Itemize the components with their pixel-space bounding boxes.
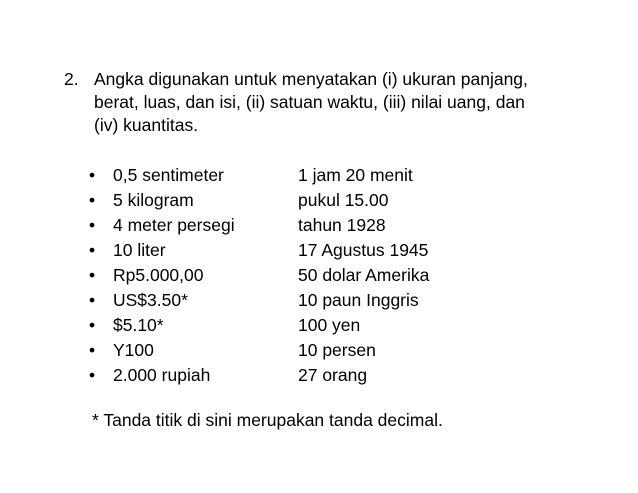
example-left: US$3.50* (113, 290, 188, 310)
list-item (89, 188, 509, 213)
example-right: 100 yen (298, 315, 361, 335)
list-item (89, 213, 509, 238)
bullet-icon: • (89, 190, 96, 210)
example-left: 2.000 rupiah (113, 365, 211, 385)
bullet-icon: • (89, 290, 96, 310)
example-left: 0,5 sentimeter (113, 165, 224, 185)
point-line: (iv) kuantitas. (94, 115, 199, 135)
list-item (89, 263, 509, 288)
bullet-icon: • (89, 215, 96, 235)
bullet-icon: • (89, 265, 96, 285)
example-right: 10 paun Inggris (298, 290, 419, 310)
example-right: tahun 1928 (298, 215, 386, 235)
example-left: 4 meter persegi (113, 215, 235, 235)
footnote: * Tanda titik di sini merupakan tanda decimal. (92, 410, 443, 430)
example-right: pukul 15.00 (298, 190, 389, 210)
point-line: berat, luas, dan isi, (ii) satuan waktu, (iii) nilai uang, dan (94, 92, 525, 112)
bullet-icon: • (89, 365, 96, 385)
list-item (89, 313, 509, 338)
list-item (89, 288, 509, 313)
example-left: Rp5.000,00 (113, 265, 204, 285)
bullet-icon: • (89, 340, 96, 360)
point-number: 2. (64, 69, 79, 89)
list-item (89, 363, 509, 388)
list-item (89, 338, 509, 363)
bullet-icon: • (89, 240, 96, 260)
example-left: Y100 (113, 340, 154, 360)
example-right: 10 persen (298, 340, 376, 360)
example-right: 1 jam 20 menit (298, 165, 413, 185)
bullet-icon: • (89, 165, 96, 185)
example-left: $5.10* (113, 315, 164, 335)
example-right: 17 Agustus 1945 (298, 240, 429, 260)
example-left: 5 kilogram (113, 190, 194, 210)
example-right: 50 dolar Amerika (298, 265, 430, 285)
list-item (89, 238, 509, 263)
examples-list (89, 163, 509, 388)
point-text (94, 68, 604, 137)
example-left: 10 liter (113, 240, 166, 260)
point-line: Angka digunakan untuk menyatakan (i) ukuran panjang, (94, 69, 528, 89)
example-right: 27 orang (298, 365, 368, 385)
bullet-icon: • (89, 315, 96, 335)
list-item (89, 163, 509, 188)
